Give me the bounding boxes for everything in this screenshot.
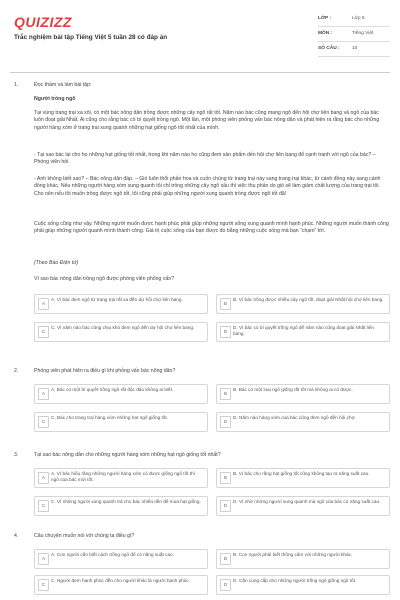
option-letter: A [38, 298, 49, 310]
option-text: D. Vì bác có bí quyết trồng ngô để năm nào cũng đoạt giải Nhất liên bang. [233, 325, 374, 337]
passage-paragraph-1: Tại vùng trang trại xa xôi, có một bác nông dân trồng được những cây ngô rất tốt. Năm nào bác cũng mang ngô đến hội chợ liên bang và ngô của bác luôn đoạt giải Nhất. Ai cũng cho rằng bác có bí quyết trồng ngô. Một lần, một phóng viên phỏng vấn bác nông dân và phát hiện ra rằng bác cho những người hàng xóm ở trang trại xung quanh những hạt giống ngô tốt nhất của mình. [34, 110, 380, 131]
option-b[interactable] [216, 294, 390, 314]
option-d[interactable] [216, 575, 390, 595]
option-letter: A [38, 553, 49, 565]
question-number: 1. [14, 82, 19, 88]
meta-value: Tiếng Việt [352, 31, 374, 36]
option-letter: D [220, 500, 231, 512]
option-text: A. Vì bác hiểu rằng những người hàng xóm có được giống ngô tốt thì ngô của bác mới tốt. [51, 471, 196, 483]
option-c[interactable] [34, 575, 208, 595]
option-text: D. Cần cung cấp cho những người trồng ngô giống ngô tốt. [233, 578, 357, 583]
option-a[interactable] [34, 294, 208, 314]
option-text: C. Người đem hạnh phúc đến cho người khác là người hạnh phúc. [51, 578, 191, 583]
option-c[interactable] [34, 496, 208, 516]
option-b[interactable] [216, 549, 390, 569]
header [0, 0, 400, 70]
question-text: Vì sao bác nông dân trồng ngô được phóng viên phỏng vấn? [34, 276, 175, 282]
option-letter: D [220, 416, 231, 428]
meta-row-count [318, 42, 390, 57]
option-letter: C [38, 500, 49, 512]
header-divider [10, 72, 390, 73]
option-b[interactable] [216, 468, 390, 488]
option-text: D. Vì nhờ những người xung quanh mà ngô của bác có năng suất cao. [233, 499, 381, 504]
option-letter: B [220, 472, 231, 484]
meta-key: SỐ CÂU : [318, 46, 340, 51]
question-text: Tại sao bác nông dân cho những người hàng xóm những hạt ngô giống tốt nhất? [34, 452, 221, 458]
option-text: B. Bác có một loại ngô giống rất tốt mà không ai có được. [233, 387, 353, 392]
question-number: 3. [14, 452, 19, 458]
meta-value: 10 [352, 46, 358, 51]
passage-paragraph-3: - Anh không biết sao? – Bác nông dân đáp. – Gió luôn thổi phấn hoa và cuốn chúng từ trang trại này sang trang trại khác, từ cánh đồng này sang cánh đồng khác. Nếu những người hàng xóm xung quanh tôi chỉ trồng những cây ngô xấu thì việc thụ phấn do gió sẽ làm giảm chất lượng của trang trại tôi. Cho nên nếu tôi muốn trồng được ngô tốt, tôi cũng phải giúp những người xung quanh trồng được ngô tốt đã! [34, 176, 381, 197]
option-letter: C [38, 326, 49, 338]
option-text: B. Vì bác cho rằng hạt giống tốt cũng không tạo ra năng suất cao. [233, 471, 370, 476]
question-number: 2. [14, 368, 19, 374]
meta-key: LỚP : [318, 16, 332, 21]
option-d[interactable] [216, 322, 390, 342]
option-letter: A [38, 472, 49, 484]
option-letter: C [38, 579, 49, 591]
passage-title: Người trồng ngô [34, 96, 76, 102]
option-c[interactable] [34, 412, 208, 432]
option-a[interactable] [34, 384, 208, 404]
meta-row-class [318, 12, 390, 27]
option-text: C. Vì năm nào bác cũng chịu khó đem ngô đến dự hội chợ liên bang. [51, 325, 195, 330]
option-letter: D [220, 579, 231, 591]
option-text: B. Vì bác trồng được nhiều cây ngô tốt, đoạt giải Nhất hội chợ liên bang. [233, 297, 384, 302]
option-text: C. Vì những người xung quanh trả cho bác nhiều tiền để mua hạt giống. [51, 499, 201, 504]
meta-key: MÔN : [318, 31, 333, 36]
option-text: A. Con người cần biết cách trồng ngô để có năng suất cao. [51, 552, 174, 557]
passage-instruction: Đọc thầm và làm bài tập: [34, 82, 92, 88]
option-text: B. Con người phải biết thông cảm với những người khác. [233, 552, 353, 557]
option-d[interactable] [216, 412, 390, 432]
option-letter: B [220, 388, 231, 400]
option-letter: C [38, 416, 49, 428]
passage-paragraph-2: - Tại sao bác lại cho họ những hạt giống tốt nhất, trong khi năm nào họ cũng đem sản phẩm dến hội chợ liên bang để cạnh tranh với ngô của bác? – Phóng viên hỏi. [34, 152, 376, 166]
option-text: A. Bác có một bí quyết trồng ngô rất độc đáo không ai biết. [51, 387, 174, 392]
option-text: D. Năm nào hàng xóm của bác cũng đem ngô đến hội chợ. [233, 415, 356, 420]
passage-paragraph-4: Cuộc sống cũng như vậy. Những người muốn được hạnh phúc phải giúp những người sống xung quanh mình hạnh phúc. Những người muốn thành công phải giúp những người quanh mình thành công. Giá trị cuộc sống của bạn được đo bằng những cuộc sống mà bạn “chạm” tới. [34, 221, 389, 235]
option-d[interactable] [216, 496, 390, 516]
meta-box [318, 12, 390, 57]
option-letter: B [220, 553, 231, 565]
passage-source: (Theo Báo Điện tử) [34, 260, 79, 266]
document-title: Trắc nghiệm bài tập Tiếng Việt 5 tuần 28 có đáp án [14, 34, 168, 41]
option-a[interactable] [34, 468, 208, 488]
option-letter: D [220, 326, 231, 338]
option-c[interactable] [34, 322, 208, 342]
question-text: Phóng viên phát hiện ra điều gì khi phỏng vấn bác nông dân? [34, 368, 176, 374]
option-letter: A [38, 388, 49, 400]
option-text: A. Vì bác đem ngô từ trang trại rất xa đến dự hội chợ liên bang. [51, 297, 183, 302]
option-letter: B [220, 298, 231, 310]
quizizz-logo[interactable]: QUIZIZZ [14, 14, 72, 30]
option-b[interactable] [216, 384, 390, 404]
option-text: C. Bác cho trang trại hàng xóm những hạt ngô giống tốt. [51, 415, 169, 420]
meta-row-subject [318, 27, 390, 42]
question-number: 4. [14, 533, 19, 539]
question-text: Câu chuyện muốn nói với chúng ta điều gì? [34, 533, 135, 539]
meta-value: Lớp 5 [352, 16, 365, 21]
option-a[interactable] [34, 549, 208, 569]
